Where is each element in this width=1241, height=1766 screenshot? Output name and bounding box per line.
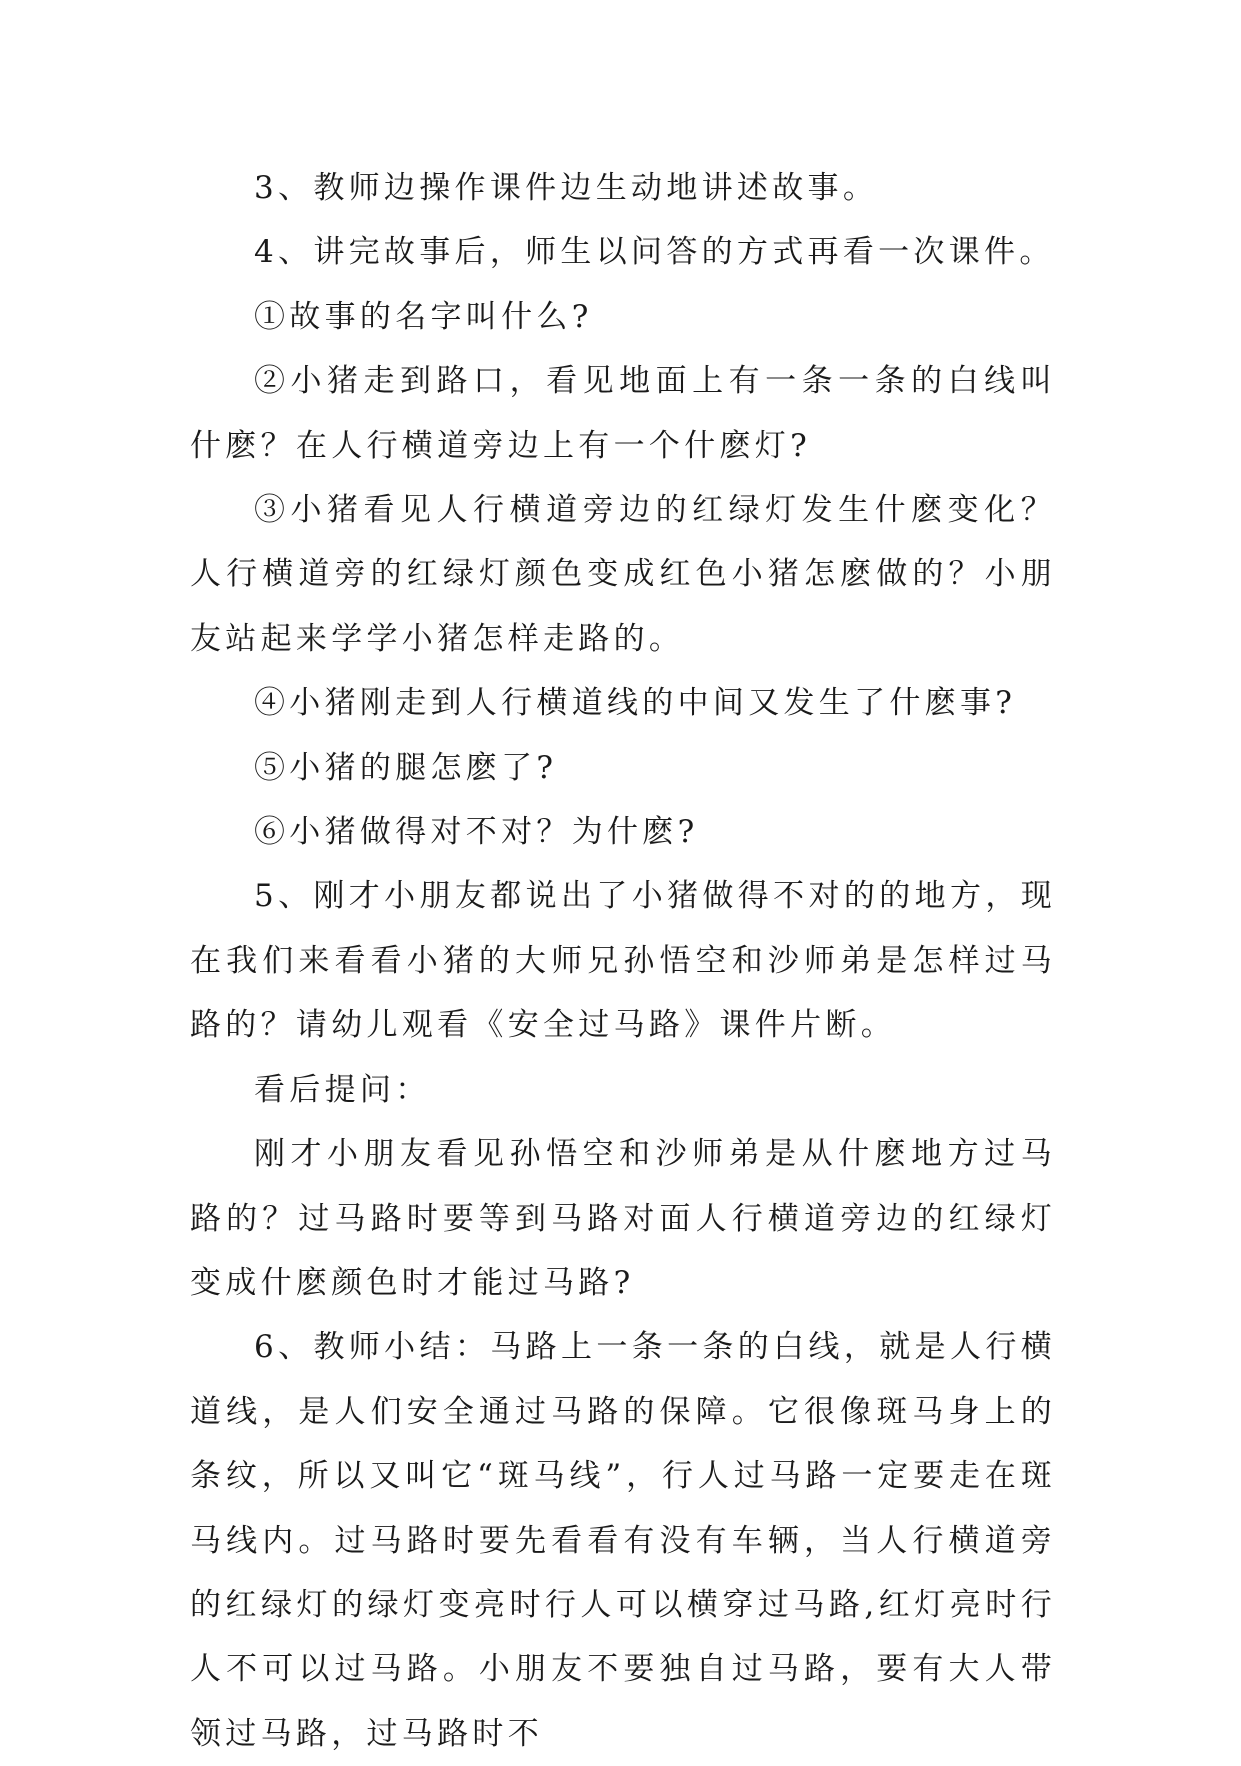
paragraph-step-4: 4、讲完故事后，师生以问答的方式再看一次课件。 <box>254 234 1055 271</box>
question-5: ⑤小猪的腿怎麽了? <box>254 749 558 786</box>
document-page <box>190 156 1056 1766</box>
paragraph-step-5: 5、刚才小朋友都说出了小猪做得不对的的地方，现在我们来看看小猪的大师兄孙悟空和沙师弟是怎样过马路的？请幼儿观看《安全过马路》课件片断。 <box>190 878 1056 1044</box>
question-4: ④小猪刚走到人行横道线的中间又发生了什麽事? <box>254 685 1017 722</box>
paragraph-step-3: 3、教师边操作课件边生动地讲述故事。 <box>254 170 879 206</box>
paragraph-step-6-summary: 6、教师小结：马路上一条一条的白线，就是人行横道线，是人们安全通过马路的保障。它很像斑马身上的条纹，所以又叫它“斑马线”，行人过马路一定要走在斑马线内。过马路时要先看看有没有车辆，当人行横道旁的红绿灯的绿灯变亮时行人可以横穿过马路,红灯亮时行人不可以过马路。小朋友不要独自过马路，要有大人带领过马路，过马路时不 <box>190 1329 1056 1752</box>
paragraph-after-viewing-prompt: 看后提问： <box>254 1071 431 1108</box>
question-2: ②小猪走到路口，看见地面上有一条一条的白线叫什麽？在人行横道旁边上有一个什麽灯? <box>190 363 1056 464</box>
question-3: ③小猪看见人行横道旁边的红绿灯发生什麽变化？人行横道旁的红绿灯颜色变成红色小猪怎麽做的？小朋友站起来学学小猪怎样走路的。 <box>190 492 1056 657</box>
question-1: ①故事的名字叫什么? <box>254 298 593 335</box>
question-6: ⑥小猪做得对不对？为什麽? <box>254 814 699 851</box>
paragraph-after-viewing-question: 刚才小朋友看见孙悟空和沙师弟是从什麽地方过马路的？过马路时要等到马路对面人行横道旁边的红绿灯变成什麽颜色时才能过马路? <box>190 1136 1056 1301</box>
